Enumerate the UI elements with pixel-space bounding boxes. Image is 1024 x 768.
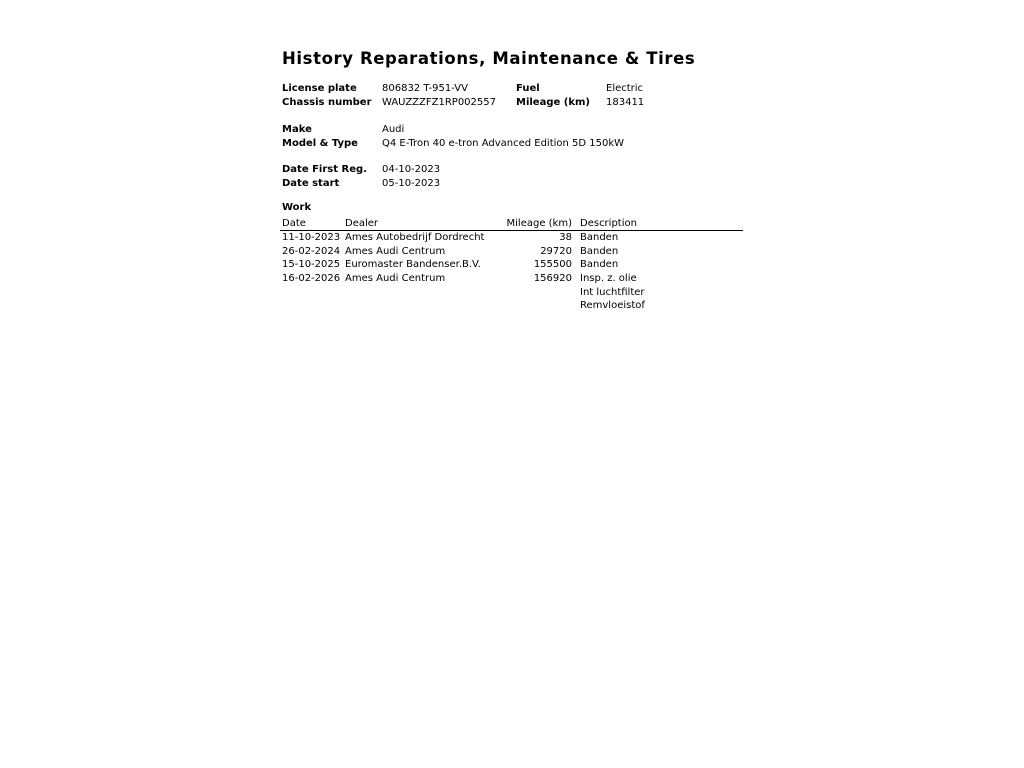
column-header-dealer: Dealer bbox=[345, 218, 379, 229]
date-first-reg-value: 04-10-2023 bbox=[382, 164, 441, 175]
row-mileage: 38 bbox=[559, 232, 572, 243]
column-header-date: Date bbox=[282, 218, 306, 229]
chassis-number-label: Chassis number bbox=[282, 97, 372, 108]
column-header-description: Description bbox=[580, 218, 637, 229]
header-divider bbox=[280, 230, 743, 231]
date-start-value: 05-10-2023 bbox=[382, 178, 441, 189]
license-plate-label: License plate bbox=[282, 83, 357, 94]
row-date: 11-10-2023 bbox=[282, 232, 341, 243]
row-description: Remvloeistof bbox=[580, 300, 645, 311]
chassis-number-value: WAUZZZFZ1RP002557 bbox=[382, 97, 496, 108]
mileage-value: 183411 bbox=[606, 97, 645, 108]
row-date: 16-02-2026 bbox=[282, 273, 341, 284]
column-header-mileage: Mileage (km) bbox=[506, 218, 572, 229]
model-type-label: Model & Type bbox=[282, 138, 358, 149]
fuel-label: Fuel bbox=[516, 83, 540, 94]
date-start-label: Date start bbox=[282, 178, 340, 189]
row-description: Int luchtfilter bbox=[580, 287, 645, 298]
row-mileage: 29720 bbox=[540, 246, 572, 257]
row-dealer: Euromaster Bandenser.B.V. bbox=[345, 259, 481, 270]
make-value: Audi bbox=[382, 124, 405, 135]
fuel-value: Electric bbox=[606, 83, 644, 94]
row-dealer: Ames Autobedrijf Dordrecht bbox=[345, 232, 485, 243]
row-mileage: 156920 bbox=[533, 273, 572, 284]
date-first-reg-label: Date First Reg. bbox=[282, 164, 367, 175]
license-plate-value: 806832 T-951-VV bbox=[382, 83, 468, 94]
row-description: Banden bbox=[580, 232, 619, 243]
mileage-label: Mileage (km) bbox=[516, 97, 590, 108]
row-description: Insp. z. olie bbox=[580, 273, 637, 284]
row-dealer: Ames Audi Centrum bbox=[345, 273, 446, 284]
make-label: Make bbox=[282, 124, 312, 135]
work-section-label: Work bbox=[282, 202, 312, 213]
row-description: Banden bbox=[580, 259, 619, 270]
page-title: History Reparations, Maintenance & Tires bbox=[282, 49, 696, 68]
row-dealer: Ames Audi Centrum bbox=[345, 246, 446, 257]
row-date: 26-02-2024 bbox=[282, 246, 341, 257]
model-type-value: Q4 E-Tron 40 e-tron Advanced Edition 5D 150kW bbox=[382, 138, 625, 149]
row-date: 15-10-2025 bbox=[282, 259, 341, 270]
row-description: Banden bbox=[580, 246, 619, 257]
row-mileage: 155500 bbox=[533, 259, 572, 270]
